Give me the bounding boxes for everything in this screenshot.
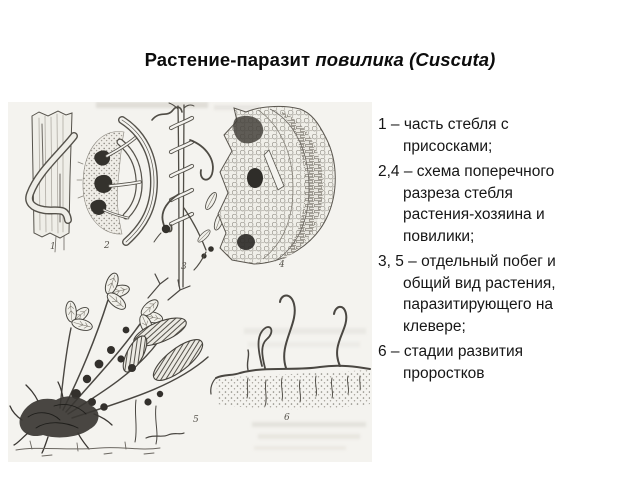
part1-host-stem-with-dodder	[29, 111, 74, 252]
figure-label-6: 6	[284, 413, 290, 423]
page-title	[0, 49, 640, 71]
legend-line: клевере;	[403, 317, 466, 335]
title-latin-name: повилика (Cuscuta)	[315, 49, 496, 70]
figure-canvas	[8, 102, 372, 462]
legend-line: 6 – стадии развития	[378, 343, 524, 360]
legend-line: повилики;	[403, 227, 475, 245]
legend-line: присосками;	[403, 137, 493, 155]
figure-label-1: 1	[50, 242, 56, 252]
legend	[378, 114, 628, 388]
legend-item-2-4	[378, 161, 628, 247]
legend-line: проростков	[403, 364, 485, 382]
legend-item-1	[378, 114, 628, 157]
dodder-illustration	[8, 102, 372, 462]
legend-line: разреза стебля	[403, 184, 513, 202]
legend-line: паразитирующего на	[403, 296, 554, 313]
legend-line: общий вид растения,	[403, 274, 556, 292]
legend-line: растения-хозяина и	[403, 206, 545, 223]
legend-item-6	[378, 341, 628, 384]
legend-line: 2,4 – схема поперечного	[378, 163, 555, 180]
figure-label-3: 3	[181, 262, 187, 272]
legend-item-3-5	[378, 251, 628, 337]
figure-label-4: 4	[279, 260, 285, 270]
figure-label-2: 2	[104, 241, 110, 251]
legend-line: 3, 5 – отдельный побег и	[378, 253, 556, 270]
figure-label-5: 5	[193, 415, 199, 425]
title-prefix: Растение-паразит	[144, 49, 316, 70]
legend-line: 1 – часть стебля с	[378, 116, 509, 133]
